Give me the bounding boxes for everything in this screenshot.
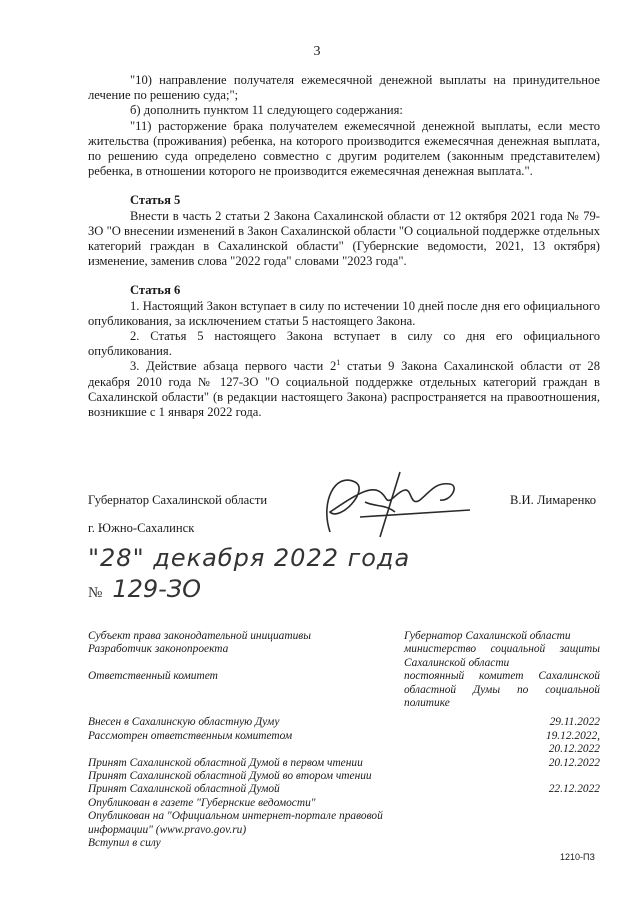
meta-label: Вступил в силу bbox=[88, 837, 161, 850]
meta-label: Ответственный комитет bbox=[88, 670, 218, 683]
paragraph-add-item-11: б) дополнить пунктом 11 следующего содержания: bbox=[130, 103, 403, 118]
article-6-heading: Статья 6 bbox=[130, 283, 181, 298]
meta-label: Субъект права законодательной инициативы bbox=[88, 630, 311, 642]
signing-date-handwritten: "28" декабря 2022 года bbox=[88, 544, 411, 572]
meta-label: Внесен в Сахалинскую областную Думу bbox=[88, 716, 280, 729]
meta-value: 22.12.2022 bbox=[548, 783, 600, 796]
legislative-metadata bbox=[88, 630, 600, 851]
meta-label: Принят Сахалинской областной Думой в первом чтении bbox=[88, 756, 363, 769]
article-6-clause-2: 2. Статья 5 настоящего Закона вступает в силу со дня его официального опубликования. bbox=[88, 329, 600, 359]
meta-value: министерство социальной защиты Сахалинской области bbox=[404, 643, 600, 669]
article-5-text: Внести в часть 2 статьи 2 Закона Сахалинской области от 12 октября 2021 года № 79-ЗО "О внесении изменений в Закон Сахалинской области "О социальной поддержке отдельных категорий граждан в Сахалинской области" (Губернские ведомости, 2021, 13 октября) изменение, заменив слова "2022 года" словами "2023 года". bbox=[88, 208, 600, 269]
meta-value: 20.12.2022 bbox=[548, 756, 600, 769]
governor-title: Губернатор Сахалинской области bbox=[88, 493, 268, 507]
law-number-handwritten: 129-ЗО bbox=[112, 575, 202, 603]
law-number-line bbox=[88, 575, 201, 603]
meta-row bbox=[88, 810, 600, 837]
meta-value: Губернатор Сахалинской области bbox=[404, 630, 571, 642]
meta-label: Разработчик законопроекта bbox=[88, 643, 229, 656]
meta-label: Опубликован на "Официальном интернет-портале правовой информации" (www.pravo.gov.ru) bbox=[88, 810, 383, 836]
meta-value: 19.12.2022, 20.12.2022 bbox=[545, 729, 600, 756]
governor-signature bbox=[300, 462, 480, 542]
article-6-clause-3: 3. Действие абзаца первого части $2^1$ статьи 9 Закона Сахалинской области от 28 декабря 2010 года № 127-ЗО "О социальной поддержке отдельных категорий граждан в Сахалинской области" (в редакции настоящего Закона) распространяется на правоотношения, возникшие с 1 января 2022 года. bbox=[88, 358, 600, 420]
meta-value: 29.11.2022 bbox=[549, 716, 600, 729]
meta-row bbox=[88, 716, 600, 729]
meta-row bbox=[88, 797, 600, 810]
meta-value: постоянный комитет Сахалинской областной Думы по социальной политике bbox=[404, 670, 600, 710]
page-number: 3 bbox=[313, 44, 321, 59]
meta-label: Рассмотрен ответственным комитетом bbox=[88, 729, 293, 742]
meta-value bbox=[404, 810, 600, 837]
law-body bbox=[88, 73, 600, 420]
paragraph-item-10: "10) направление получателя ежемесячной денежной выплаты на принудительное лечение по решению суда;"; bbox=[88, 73, 600, 103]
meta-value bbox=[404, 770, 600, 783]
number-sign: № bbox=[88, 585, 103, 601]
meta-label: Принят Сахалинской областной Думой bbox=[88, 783, 280, 796]
meta-row bbox=[88, 757, 600, 770]
document-code: 1210-ПЗ bbox=[560, 852, 595, 862]
meta-row bbox=[88, 730, 600, 757]
meta-value bbox=[404, 837, 600, 850]
meta-row bbox=[88, 837, 600, 850]
meta-row bbox=[88, 783, 600, 796]
meta-label: Опубликован в газете "Губернские ведомости" bbox=[88, 796, 316, 809]
governor-name: В.И. Лимаренко bbox=[510, 493, 597, 507]
city: г. Южно-Сахалинск bbox=[88, 521, 195, 535]
meta-row bbox=[88, 643, 600, 670]
paragraph-item-11: "11) расторжение брака получателем ежемесячной денежной выплаты, если место жительства (проживания) ребенка, на которого производится ежемесячная денежная выплата, по решению суда определено совместно с другим родителем (законным представителем) ребенка, в отношении которого не производится ежемесячная денежная выплата.". bbox=[88, 118, 600, 179]
meta-row bbox=[88, 630, 600, 643]
meta-label: Принят Сахалинской областной Думой во втором чтении bbox=[88, 770, 372, 783]
meta-value bbox=[404, 797, 600, 810]
meta-row bbox=[88, 770, 600, 783]
article-5-heading: Статья 5 bbox=[130, 193, 181, 208]
article-6-clause-1: 1. Настоящий Закон вступает в силу по истечении 10 дней после дня его официального опубликования, за исключением статьи 5 настоящего Закона. bbox=[88, 298, 600, 328]
meta-row bbox=[88, 670, 600, 710]
